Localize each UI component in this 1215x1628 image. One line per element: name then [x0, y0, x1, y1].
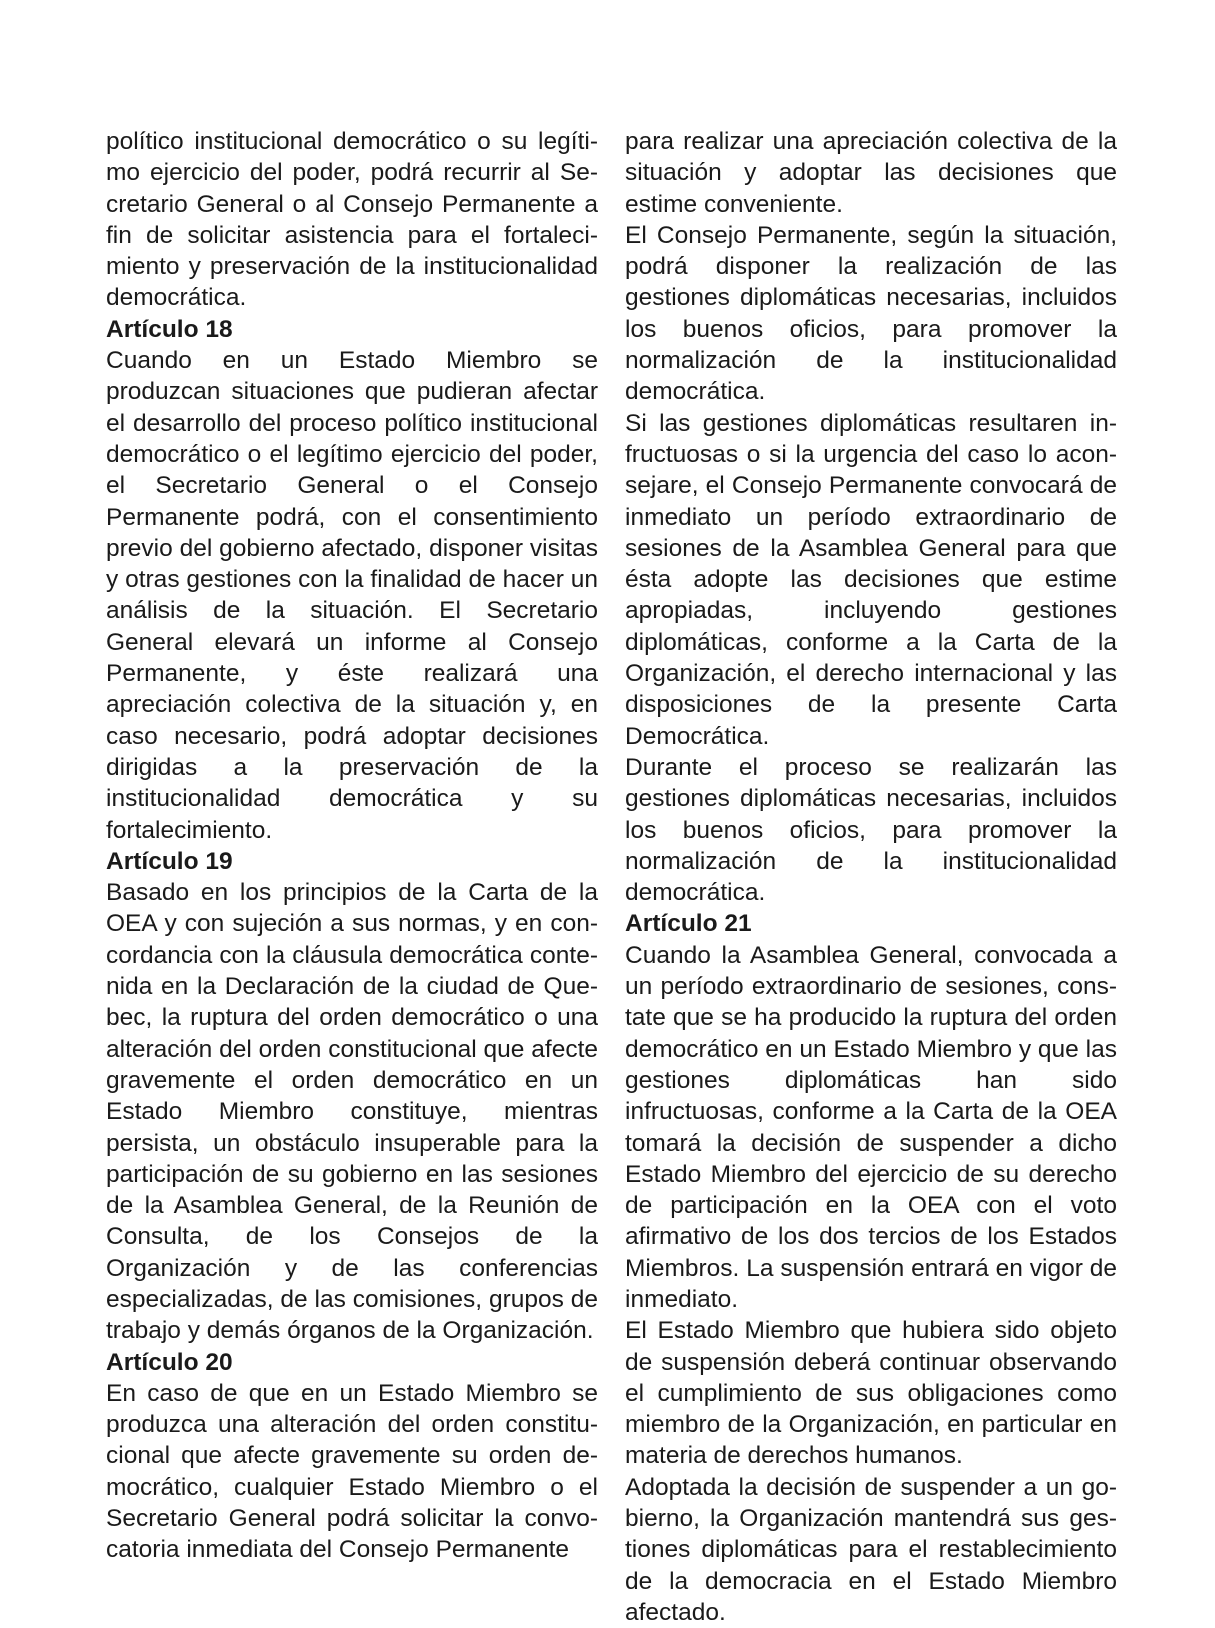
heading-article-21: Artículo 21: [625, 910, 752, 938]
paragraph-article-21-suspension: Cuando la Asamblea General, convocada a un período extraordinario de sesiones, constate que se ha producido la ruptura del orden democrático en un Estado Miembro y que las gestiones diplomáticas han sido infructuosas, conforme a la Carta de la OEA tomará la decisión de suspender a dicho Estado Miembro del ejercicio de su derecho de participación en la OEA con el voto afirmativo de los dos tercios de los Estados Miembros. La suspensión entrará en vigor de inmediato.: [625, 941, 1117, 1313]
paragraph-article-19: Basado en los principios de la Carta de la OEA y con sujeción a sus normas, y en concordancia con la cláusula democrática contenida en la Declaración de la ciudad de Quebec, la ruptura del orden democrático o una alteración del orden constitucional que afecte gravemente el orden democrático en un Estado Miembro constituye, mientras persista, un obstáculo insuperable para la participación de su gobierno en las sesiones de la Asamblea General, de la Reunión de Consulta, de los Consejos de la Organización y de las conferencias especializadas, de las comisiones, grupos de trabajo y demás órganos de la Organización.: [106, 879, 598, 1345]
left-column: [106, 126, 598, 1566]
heading-article-20: Artículo 20: [106, 1348, 233, 1376]
paragraph-article-20-general-assembly: Si las gestiones diplomáticas resultaren infructuosas o si la urgencia del caso lo aconsejare, el Consejo Permanente convocará de inmediato un período extraordinario de sesiones de la Asamblea General para que ésta adopte las decisiones que estime apropiadas, incluyendo gestiones diplomáticas, conforme a la Carta de la Organización, el derecho internacional y las disposiciones de la presente Carta Democrática.: [625, 409, 1117, 750]
paragraph-article-18: Cuando en un Estado Miembro se produzcan situaciones que pudieran afectar el desarrollo del proceso político institucional democrático o el legítimo ejercicio del poder, el Secretario General o el Consejo Permanente podrá, con el consentimiento previo del gobierno afectado, disponer visitas y otras gestiones con la finalidad de hacer un análisis de la situación. El Secretario General elevará un informe al Consejo Permanente, y éste realizará una apreciación colectiva de la situación y, en caso necesario, podrá adoptar decisiones dirigidas a la preservación de la institucionalidad democrática y su fortalecimiento.: [106, 347, 598, 844]
paragraph-article-20-continued: para realizar una apreciación colectiva de la situación y adoptar las decisiones que estime conveniente.: [625, 128, 1117, 218]
paragraph-article-20: En caso de que en un Estado Miembro se produzca una alteración del orden constitucional que afecte gravemente su orden democrático, cualquier Estado Miembro o el Secretario General podrá solicitar la convocatoria inmediata del Consejo Permanente: [106, 1379, 598, 1564]
paragraph-article-17-continued: político institucional democrático o su legítimo ejercicio del poder, podrá recurrir al Secretario General o al Consejo Permanente a fin de solicitar asistencia para el fortalecimiento y preservación de la institucionalidad democrática.: [106, 128, 598, 312]
paragraph-article-21-obligations: El Estado Miembro que hubiera sido objeto de suspensión deberá continuar observando el cumplimiento de sus obligaciones como miembro de la Organización, en particular en materia de derechos humanos.: [625, 1317, 1117, 1470]
heading-article-19: Artículo 19: [106, 847, 233, 875]
right-column: [625, 126, 1117, 1628]
paragraph-article-21-restoration: Adoptada la decisión de suspender a un gobierno, la Organización mantendrá sus gestiones diplomáticas para el restablecimiento de la democracia en el Estado Miembro afectado.: [625, 1473, 1117, 1626]
paragraph-article-20-permanent-council: El Consejo Permanente, según la situación, podrá disponer la realización de las gestiones diplomáticas necesarias, incluidos los buenos oficios, para promover la normalización de la institucionalidad democrática.: [625, 221, 1117, 406]
heading-article-18: Artículo 18: [106, 315, 233, 343]
paragraph-article-20-process: Durante el proceso se realizarán las gestiones diplomáticas necesarias, incluidos los buenos oficios, para promover la normalización de la institucionalidad democrática.: [625, 753, 1117, 907]
